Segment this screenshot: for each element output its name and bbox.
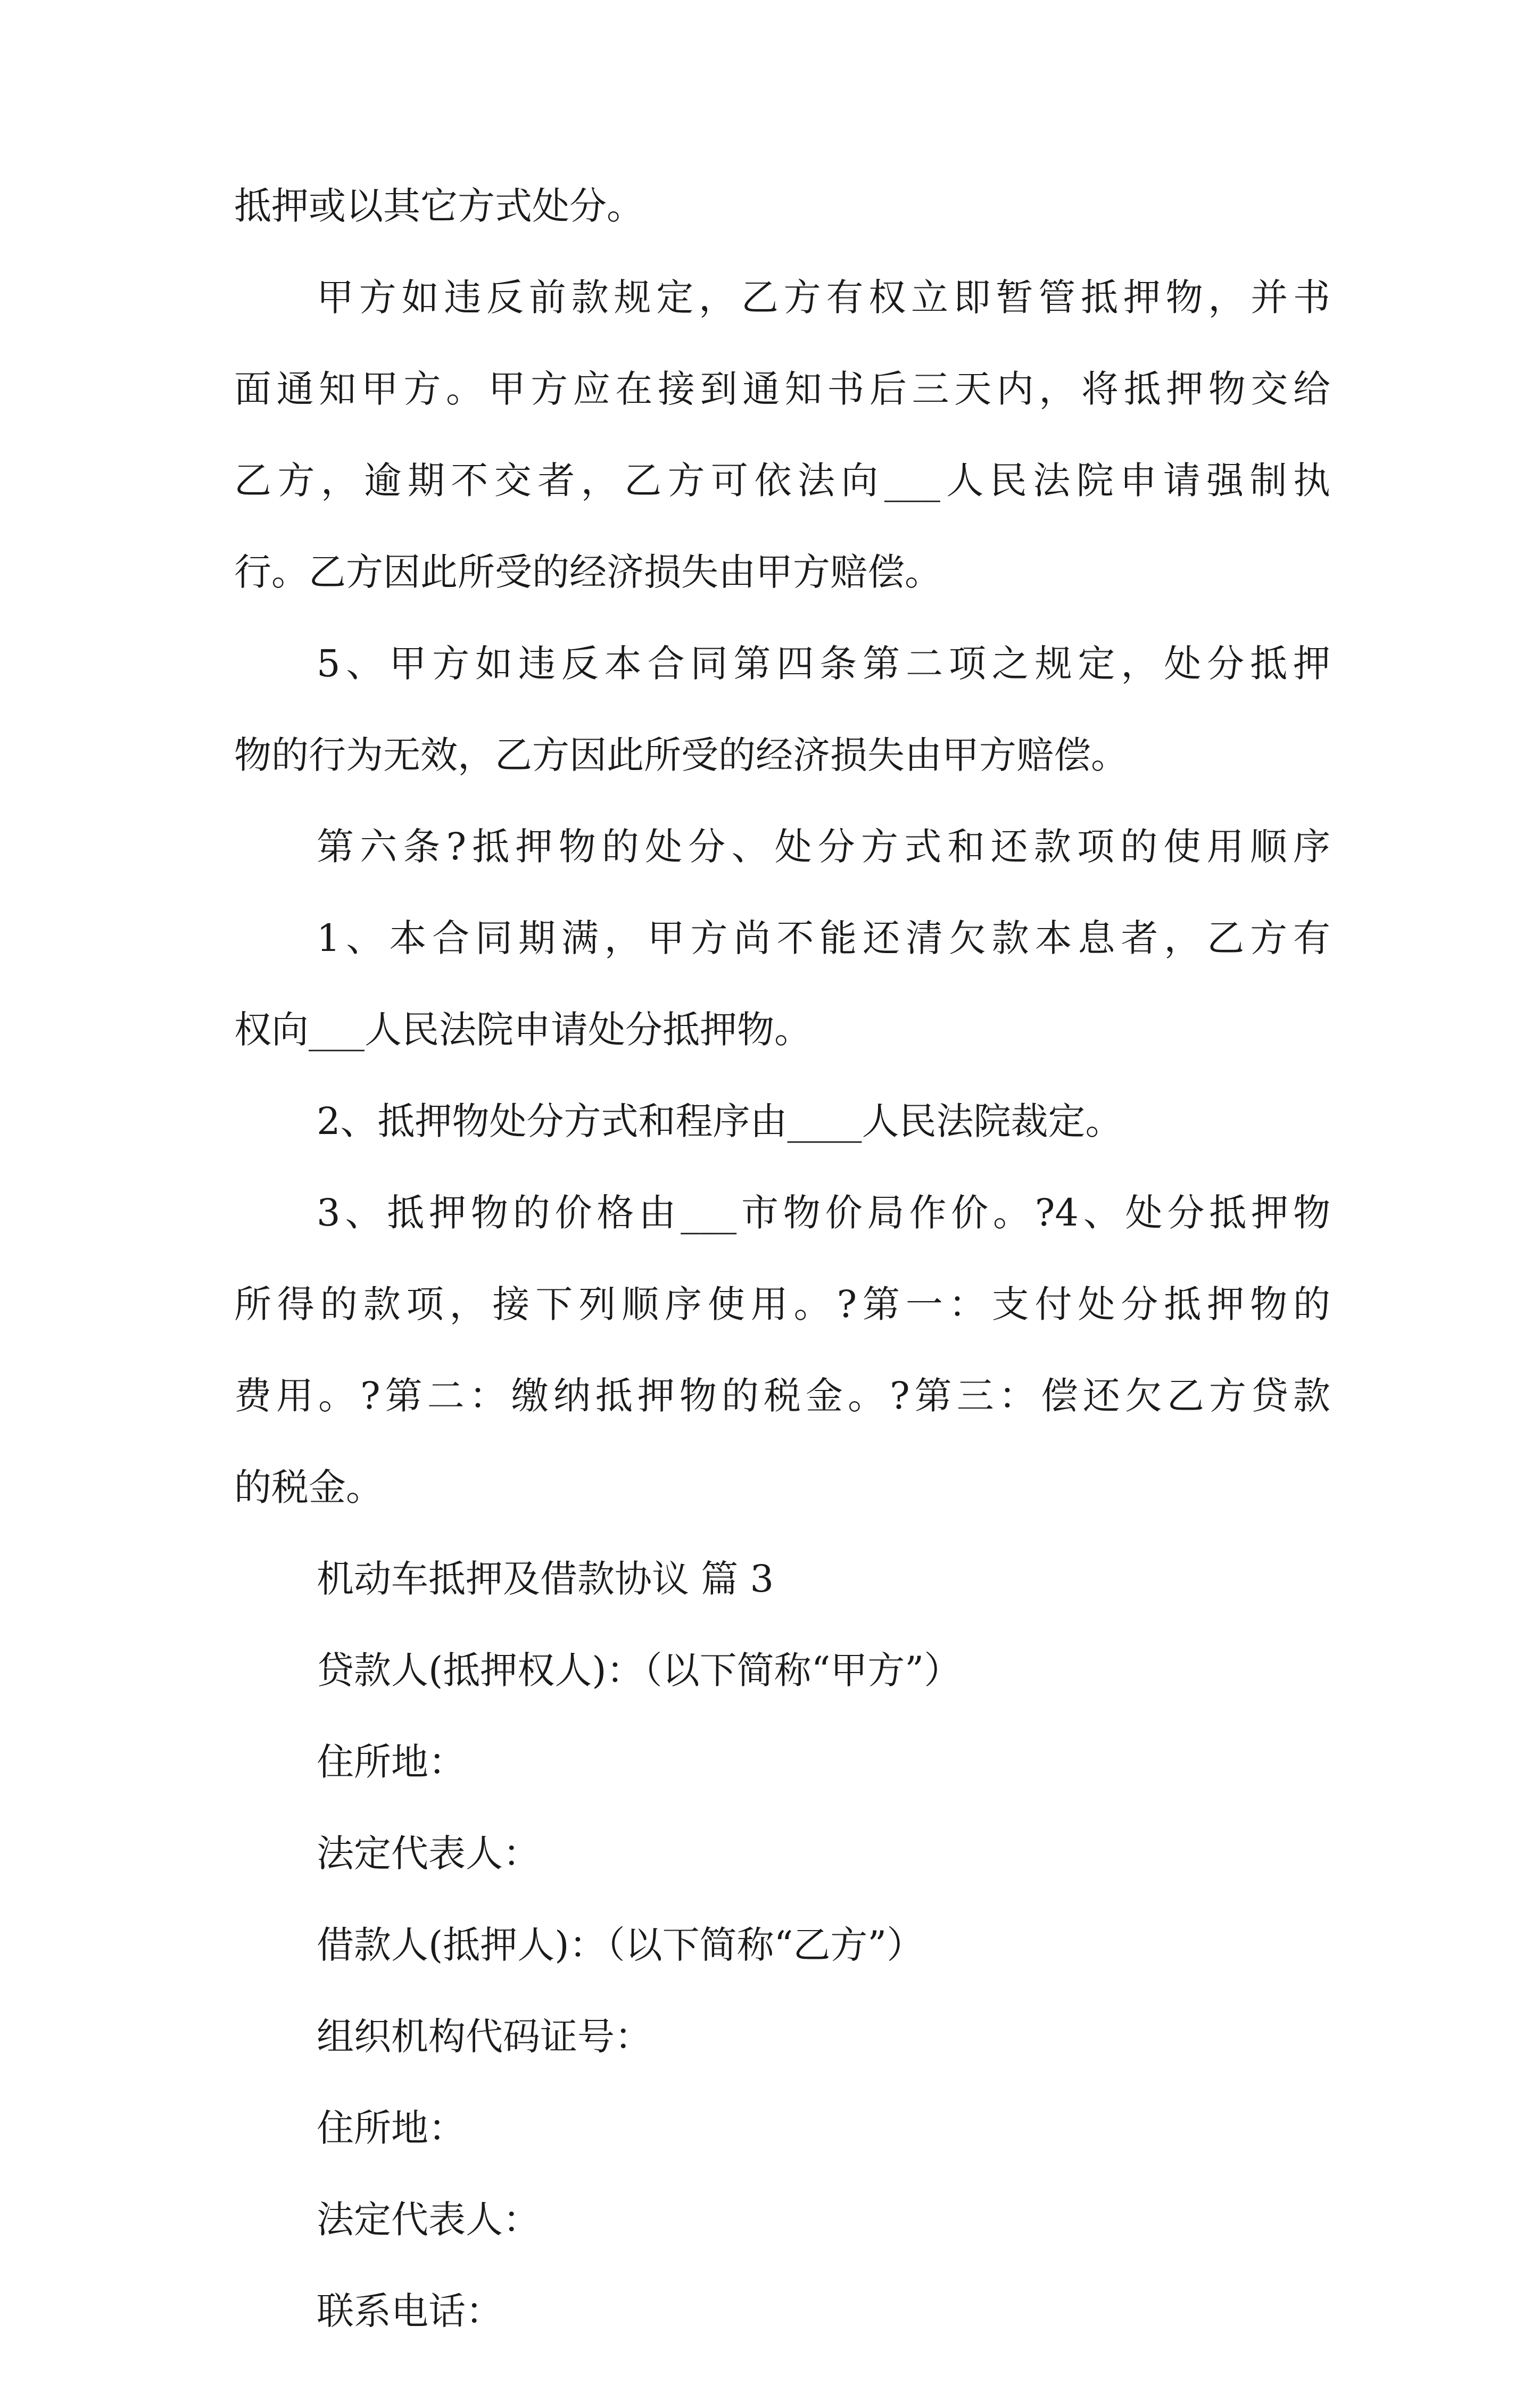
lender-field: 贷款人(抵押权人)：（以下简称“甲方”） (317, 1649, 962, 1692)
text-line: 权向___人民法院申请处分抵押物。 (234, 1008, 812, 1052)
text-line: 物的行为无效，乙方因此所受的经济损失由甲方赔偿。 (234, 733, 1128, 777)
organization-code-field: 组织机构代码证号： (317, 2015, 652, 2058)
lender-address-field: 住所地： (317, 1740, 466, 1784)
text-line: 抵押或以其它方式处分。 (234, 184, 644, 228)
borrower-field: 借款人(抵押人)：（以下简称“乙方”） (317, 1923, 924, 1967)
text-line: 乙方，逾期不交者，乙方可依法向___人民法院申请强制执 (234, 459, 1330, 502)
section-heading: 第六条?抵押物的处分、处分方式和还款项的使用顺序 (317, 825, 1330, 868)
text-line: 甲方如违反前款规定，乙方有权立即暂管抵押物，并书 (317, 276, 1330, 319)
borrower-representative-field: 法定代表人： (317, 2198, 540, 2241)
text-line: 5、甲方如违反本合同第四条第二项之规定，处分抵押 (317, 642, 1330, 685)
text-line: 所得的款项，接下列顺序使用。?第一：支付处分抵押物的 (234, 1282, 1330, 1326)
text-line: 费用。?第二：缴纳抵押物的税金。?第三：偿还欠乙方贷款 (234, 1374, 1330, 1418)
text-line: 面通知甲方。甲方应在接到通知书后三天内，将抵押物交给 (234, 367, 1330, 411)
borrower-address-field: 住所地： (317, 2106, 466, 2150)
text-line: 3、抵押物的价格由___市物价局作价。?4、处分抵押物 (317, 1191, 1330, 1235)
phone-field: 联系电话： (317, 2289, 503, 2333)
text-line: 行。乙方因此所受的经济损失由甲方赔偿。 (234, 550, 942, 594)
text-line: 2、抵押物处分方式和程序由____人民法院裁定。 (317, 1099, 1123, 1143)
text-line: 的税金。 (234, 1466, 383, 1509)
text-line: 1、本合同期满，甲方尚不能还清欠款本息者，乙方有 (317, 916, 1330, 960)
lender-representative-field: 法定代表人： (317, 1832, 540, 1875)
document-body (234, 184, 1330, 2384)
agreement-title: 机动车抵押及借款协议 篇 3 (317, 1557, 774, 1601)
